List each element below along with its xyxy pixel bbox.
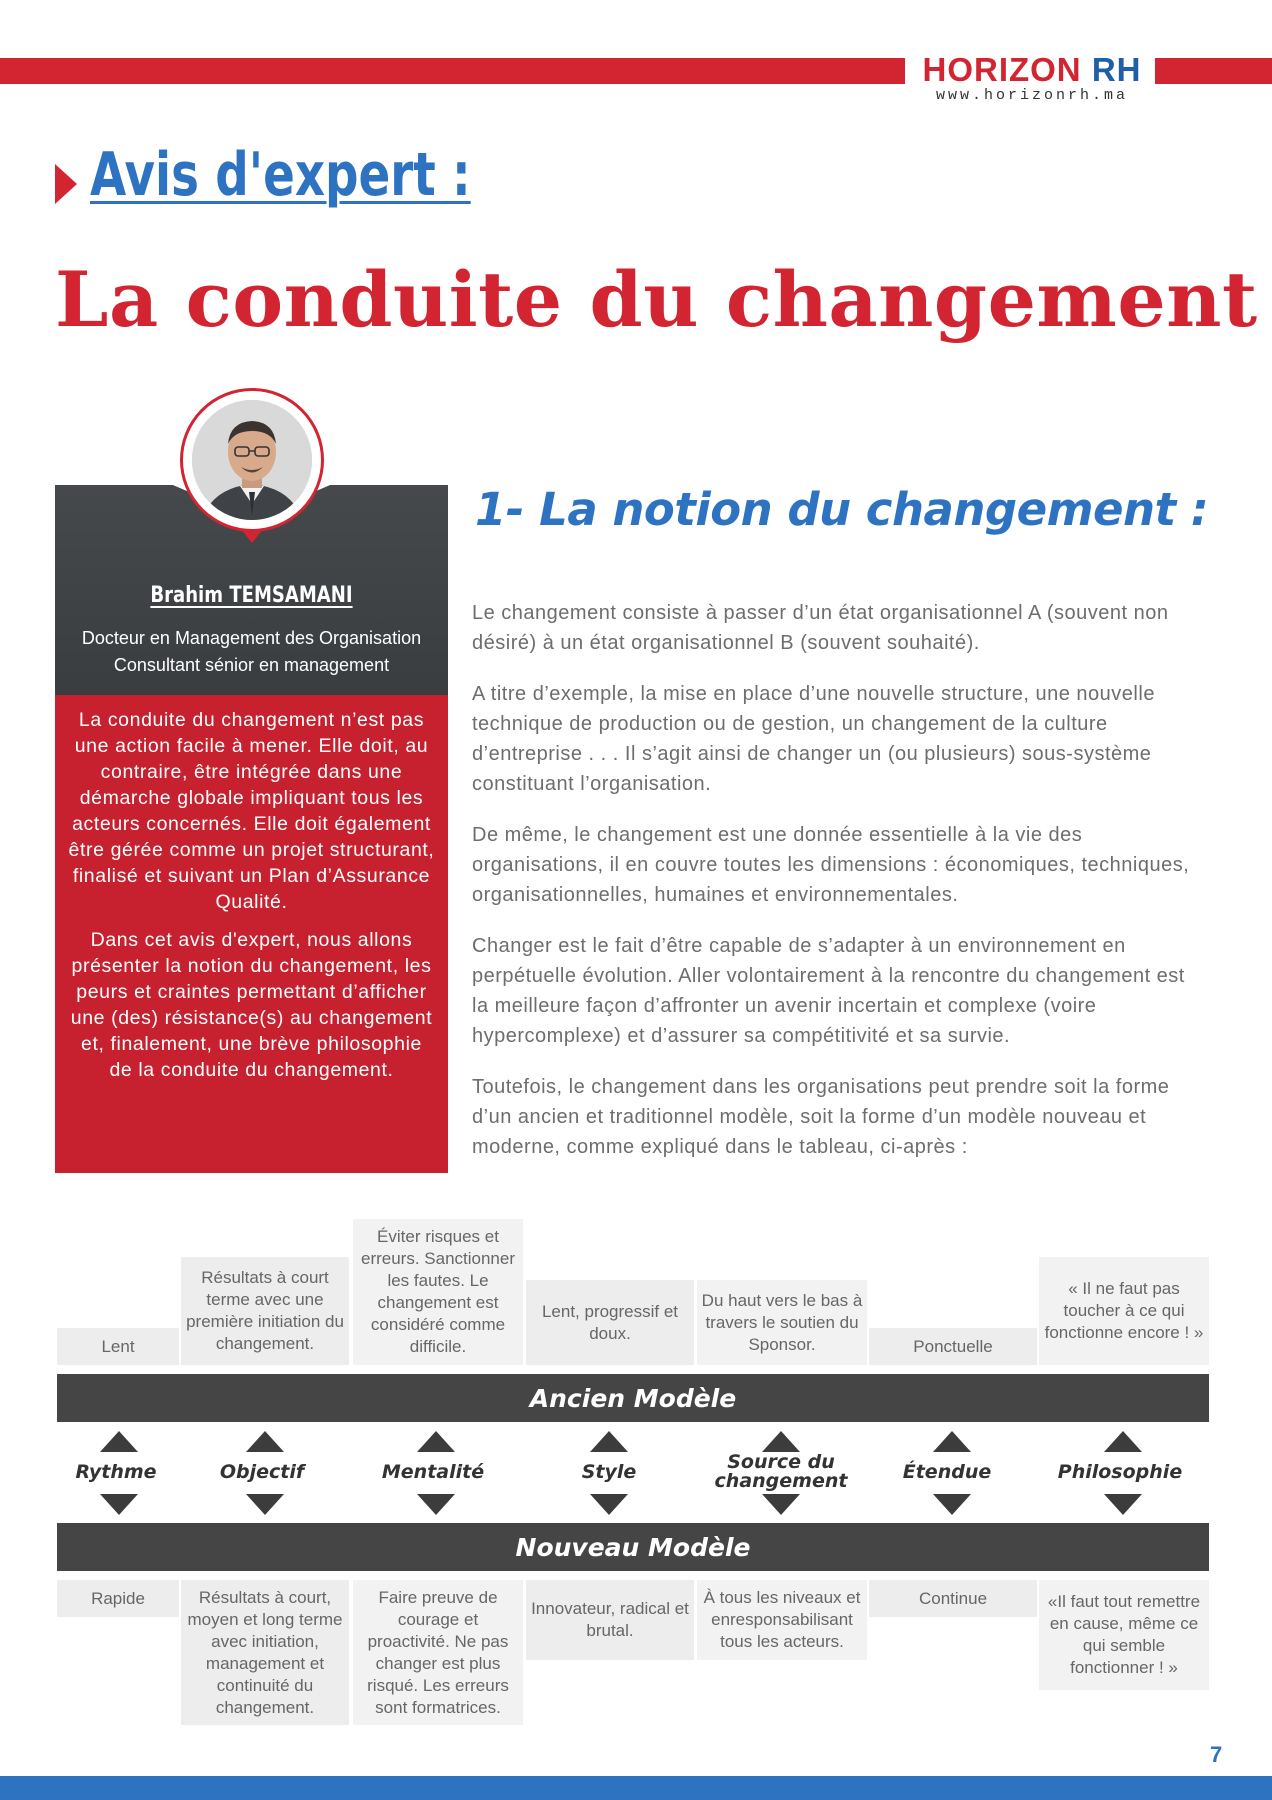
brand-name-rh: RH bbox=[1081, 51, 1142, 88]
page-title: La conduite du changement bbox=[55, 255, 1258, 344]
author-card bbox=[55, 485, 448, 1173]
brand-name bbox=[918, 52, 1146, 88]
nouveau-modele-band: Nouveau Modèle bbox=[57, 1523, 1209, 1571]
ancien-cell-etendue: Ponctuelle bbox=[869, 1328, 1037, 1365]
author-role bbox=[55, 625, 448, 679]
nouveau-cell-mentalite: Faire preuve de courage et proactivité. Ne pas changer est plus risqué. Les erreurs sont formatrices. bbox=[353, 1580, 523, 1725]
arrow-down-icon bbox=[762, 1494, 800, 1515]
arrow-up-icon bbox=[762, 1431, 800, 1452]
arrow-down-icon bbox=[590, 1494, 628, 1515]
arrow-up-icon bbox=[590, 1431, 628, 1452]
bottom-blue-bar bbox=[0, 1776, 1272, 1800]
criterion-philosophie: Philosophie bbox=[1057, 1461, 1183, 1483]
kicker-heading: Avis d'expert : bbox=[90, 140, 471, 210]
ancien-cell-source: Du haut vers le bas à travers le soutien du Sponsor. bbox=[697, 1280, 867, 1365]
criterion-source: Source du changement bbox=[714, 1451, 848, 1492]
nouveau-cell-style: Innovateur, radical et brutal. bbox=[526, 1580, 694, 1660]
portrait-image bbox=[192, 400, 312, 520]
body-text bbox=[472, 598, 1202, 1183]
author-role-line2: Consultant sénior en management bbox=[113, 655, 390, 675]
author-intro-paragraph: La conduite du changement n’est pas une action facile à mener. Elle doit, au contraire, être intégrée dans une démarche globale impliquant tous les acteurs concernés. Elle doit également être gérée comme un projet structurant, finalisé et suivant un Plan d’Assurance Qualité. bbox=[68, 709, 435, 913]
arrow-up-icon bbox=[1104, 1431, 1142, 1452]
ancien-cell-objectif: Résultats à court terme avec une première initiation du changement. bbox=[181, 1257, 349, 1365]
arrow-up-icon bbox=[417, 1431, 455, 1452]
arrow-down-icon bbox=[100, 1494, 138, 1515]
arrow-up-icon bbox=[246, 1431, 284, 1452]
nouveau-cell-rythme: Rapide bbox=[57, 1580, 179, 1617]
arrow-up-icon bbox=[933, 1431, 971, 1452]
brand-logo[interactable] bbox=[918, 52, 1146, 104]
ancien-modele-band: Ancien Modèle bbox=[57, 1374, 1209, 1422]
body-paragraph: Changer est le fait d’être capable de s’adapter à un environnement en perpétuelle évolution. Aller volontairement à la rencontre du changement est la meilleure façon d’affronter un avenir incertain et complexe (voire hypercomplexe) et d’assurer sa compétitivité et sa survie. bbox=[472, 935, 1185, 1047]
author-role-line1: Docteur en Management des Organisation bbox=[81, 628, 422, 648]
nouveau-cell-philosophie: «Il faut tout remettre en cause, même ce qui semble fonctionner ! » bbox=[1039, 1580, 1209, 1690]
brand-name-horizon: HORIZON bbox=[922, 51, 1082, 88]
top-red-bar-left bbox=[0, 58, 905, 84]
page-number: 7 bbox=[1210, 1742, 1223, 1767]
section-heading: 1- La notion du changement : bbox=[475, 483, 1209, 536]
criterion-etendue: Étendue bbox=[902, 1461, 992, 1483]
avatar-pointer bbox=[241, 529, 263, 543]
ancien-cell-style: Lent, progressif et doux. bbox=[526, 1280, 694, 1365]
criterion-style: Style bbox=[581, 1461, 637, 1483]
play-arrow-icon bbox=[55, 164, 77, 204]
body-paragraph: Toutefois, le changement dans les organisations peut prendre soit la forme d’un ancien et traditionnel modèle, soit la forme d’un modèle nouveau et moderne, comme expliqué dans le tableau, ci-après : bbox=[472, 1076, 1170, 1158]
arrow-down-icon bbox=[246, 1494, 284, 1515]
top-red-bar-right bbox=[1155, 58, 1272, 84]
ancien-cell-rythme: Lent bbox=[57, 1328, 179, 1365]
nouveau-cell-etendue: Continue bbox=[869, 1580, 1037, 1617]
arrow-down-icon bbox=[933, 1494, 971, 1515]
body-paragraph: De même, le changement est une donnée essentielle à la vie des organisations, il en couvre toutes les dimensions : économiques, techniques, organisationnelles, humaines et environnementales. bbox=[472, 824, 1190, 906]
avatar-frame bbox=[180, 388, 324, 532]
nouveau-cell-source: À tous les niveaux et enresponsabilisant tous les acteurs. bbox=[697, 1580, 867, 1660]
nouveau-cell-objectif: Résultats à court, moyen et long terme avec initiation, management et continuité du changement. bbox=[181, 1580, 349, 1725]
criterion-mentalite: Mentalité bbox=[381, 1461, 485, 1483]
criterion-rythme: Rythme bbox=[75, 1461, 157, 1483]
body-paragraph: A titre d’exemple, la mise en place d’une nouvelle structure, une nouvelle technique de production ou de gestion, un changement de la culture d’entreprise . . . Il s’agit ainsi de changer un (ou plusieurs) sous-système constituant l’organisation. bbox=[472, 683, 1155, 795]
arrow-up-icon bbox=[100, 1431, 138, 1452]
body-paragraph: Le changement consiste à passer d’un état organisationnel A (souvent non désiré) à un état organisationnel B (souvent souhaité). bbox=[472, 602, 1169, 654]
author-intro bbox=[67, 707, 436, 1095]
arrow-down-icon bbox=[417, 1494, 455, 1515]
author-intro-paragraph: Dans cet avis d'expert, nous allons présenter la notion du changement, les peurs et craintes permettant d’afficher une (des) résistance(s) au changement et, finalement, une brève philosophie de la conduite du changement. bbox=[70, 929, 433, 1081]
ancien-cell-mentalite: Éviter risques et erreurs. Sanctionner les fautes. Le changement est considéré comme difficile. bbox=[353, 1219, 523, 1365]
arrow-down-icon bbox=[1104, 1494, 1142, 1515]
ancien-cell-philosophie: « Il ne faut pas toucher à ce qui fonctionne encore ! » bbox=[1039, 1257, 1209, 1365]
avatar bbox=[192, 400, 312, 520]
criterion-objectif: Objectif bbox=[219, 1461, 305, 1483]
author-name: Brahim TEMSAMANI bbox=[150, 583, 353, 608]
brand-url: www.horizonrh.ma bbox=[935, 87, 1129, 104]
